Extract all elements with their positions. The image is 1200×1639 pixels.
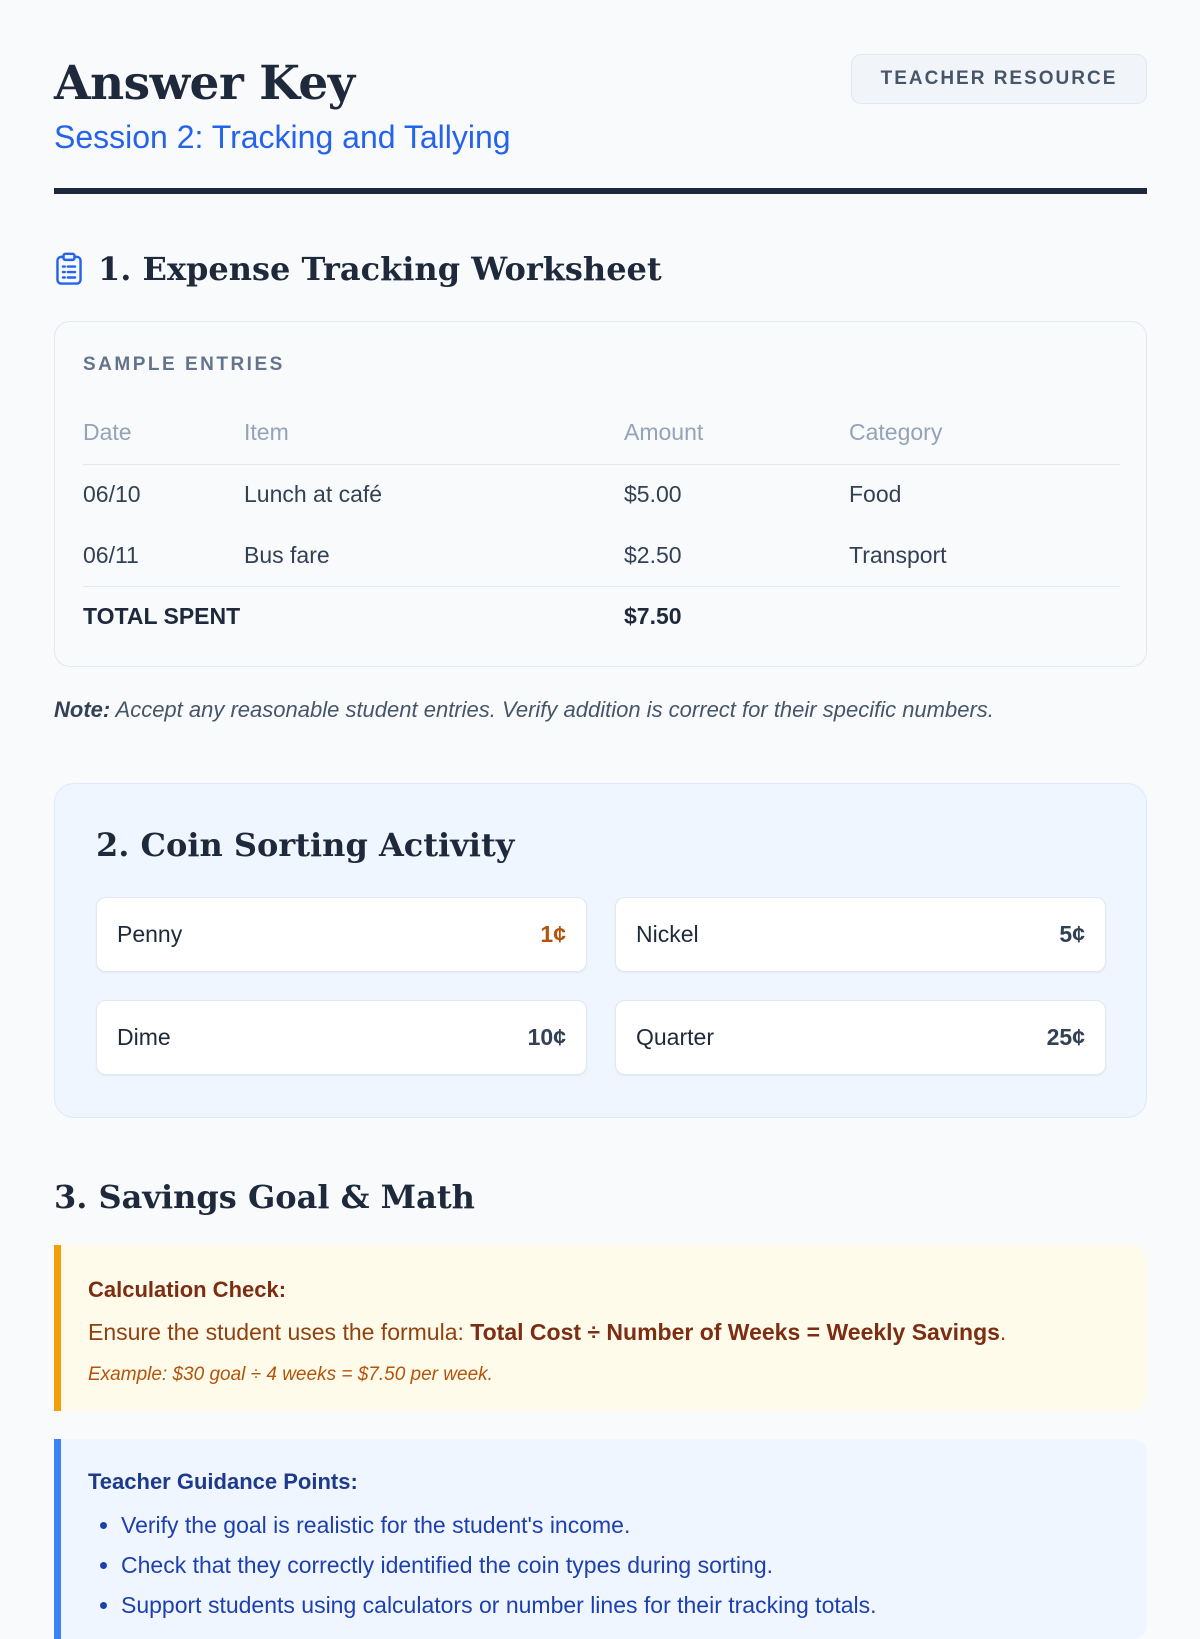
coin-card-penny bbox=[96, 897, 587, 972]
list-item: • Support students using calculators or number lines for their tracking totals. bbox=[121, 1585, 1147, 1625]
coin-name: Nickel bbox=[636, 921, 699, 947]
column-header-date: Date bbox=[83, 402, 244, 464]
coin-name: Dime bbox=[117, 1024, 171, 1050]
clipboard-icon bbox=[54, 252, 84, 286]
total-amount: $7.50 bbox=[624, 602, 682, 629]
page-header bbox=[54, 0, 1147, 194]
column-header-item: Item bbox=[244, 402, 624, 464]
formula-end: . bbox=[999, 1319, 1007, 1345]
page-title: Answer Key bbox=[54, 56, 355, 111]
coin-value: 10¢ bbox=[527, 1024, 566, 1050]
calculation-example: Example: $30 goal ÷ 4 weeks = $7.50 per week. bbox=[88, 1364, 493, 1385]
coin-card-nickel bbox=[615, 897, 1106, 972]
note-label: Note: bbox=[54, 697, 111, 722]
calculation-formula-line bbox=[88, 1319, 1147, 1346]
coin-name: Penny bbox=[117, 921, 183, 947]
page-subtitle: Session 2: Tracking and Tallying bbox=[54, 119, 511, 155]
calculation-check-callout bbox=[54, 1245, 1147, 1411]
coin-name: Quarter bbox=[636, 1024, 714, 1050]
cell-item: Bus fare bbox=[244, 525, 624, 586]
cell-date: 06/10 bbox=[83, 481, 141, 508]
guidance-list bbox=[88, 1505, 1147, 1625]
formula-intro: Ensure the student uses the formula: bbox=[88, 1319, 471, 1345]
total-row bbox=[83, 586, 1120, 646]
coin-card-dime bbox=[96, 1000, 587, 1075]
cell-amount: $2.50 bbox=[624, 525, 849, 586]
table-row bbox=[83, 525, 1120, 586]
table-row bbox=[83, 464, 1120, 525]
coin-value: 5¢ bbox=[1059, 921, 1085, 947]
cell-date: 06/11 bbox=[83, 525, 244, 586]
calculation-check-title: Calculation Check: bbox=[88, 1277, 287, 1302]
list-item: • Verify the goal is realistic for the student's income. bbox=[121, 1505, 1147, 1545]
section-1-heading bbox=[54, 250, 662, 288]
table-header-row bbox=[83, 402, 1120, 464]
section-2-title: 2. Coin Sorting Activity bbox=[96, 826, 515, 864]
total-label: TOTAL SPENT bbox=[83, 602, 241, 629]
coin-value: 1¢ bbox=[540, 921, 566, 947]
cell-category: Food bbox=[849, 481, 902, 508]
section-1-title: 1. Expense Tracking Worksheet bbox=[98, 250, 662, 288]
list-item: • Check that they correctly identified the coin types during sorting. bbox=[121, 1545, 1147, 1585]
coin-card-quarter bbox=[615, 1000, 1106, 1075]
answer-key-page bbox=[54, 0, 1147, 1618]
sample-entries-card bbox=[54, 321, 1147, 667]
worksheet-note bbox=[54, 697, 994, 723]
formula-text: Total Cost ÷ Number of Weeks = Weekly Savings bbox=[470, 1319, 1000, 1345]
sample-entries-label: SAMPLE ENTRIES bbox=[83, 354, 285, 375]
teacher-resource-badge: TEACHER RESOURCE bbox=[851, 54, 1147, 104]
note-text: Accept any reasonable student entries. Verify addition is correct for their specific numbers. bbox=[115, 697, 994, 722]
total-empty-cell bbox=[849, 586, 1120, 646]
coin-sorting-card bbox=[54, 783, 1147, 1118]
expense-table bbox=[83, 402, 1120, 646]
cell-amount: $5.00 bbox=[624, 481, 682, 508]
coin-value: 25¢ bbox=[1046, 1024, 1085, 1050]
column-header-category: Category bbox=[849, 402, 1120, 464]
cell-item: Lunch at café bbox=[244, 481, 383, 508]
column-header-amount: Amount bbox=[624, 402, 849, 464]
teacher-guidance-callout bbox=[54, 1439, 1147, 1639]
guidance-title: Teacher Guidance Points: bbox=[88, 1469, 358, 1494]
section-3-title: 3. Savings Goal & Math bbox=[54, 1178, 475, 1216]
cell-category: Transport bbox=[849, 525, 1120, 586]
